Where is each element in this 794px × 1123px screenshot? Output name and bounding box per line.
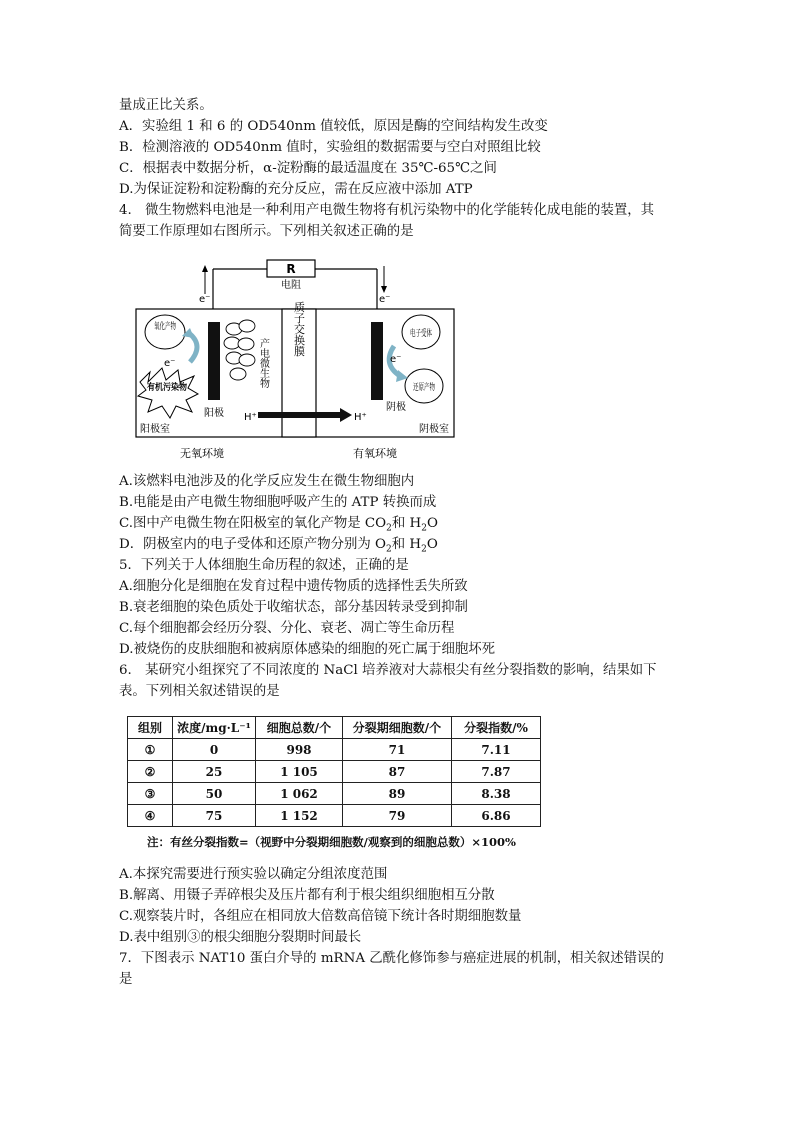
q6-stem-line-1: 6. 某研究小组探究了不同浓度的 NaCl 培养液对大蒜根尖有丝分裂指数的影响，结果如下 <box>119 663 657 678</box>
table-cell: 998 <box>256 739 343 761</box>
q5-option-b: B.衰老细胞的染色质处于收缩状态，部分基因转录受到抑制 <box>119 600 468 615</box>
q4-option-c: C.图中产电微生物在阳极室的氧化产物是 $CO_2$和 $H_2O$ <box>119 516 438 534</box>
q4-stem-line-1: 4. 微生物燃料电池是一种利用产电微生物将有机污染物中的化学能转化成电能的装置，其 <box>119 203 655 218</box>
electron-label-left: e⁻ <box>199 294 211 305</box>
table-note: 注：有丝分裂指数=（视野中分裂期细胞数/观察到的细胞总数）×100% <box>147 835 516 849</box>
nacl-results-table <box>127 716 541 827</box>
table-cell: 1 062 <box>256 783 343 805</box>
table-header: 分裂指数/% <box>452 717 541 739</box>
q7-stem-line-2: 是 <box>119 972 133 987</box>
reduction-product-label: 还原产物 <box>413 383 450 393</box>
table-cell: 50 <box>173 783 256 805</box>
table-header: 分裂期细胞数/个 <box>343 717 452 739</box>
q3-option-d: D.为保证淀粉和淀粉酶的充分反应，需在反应液中添加 ATP <box>119 182 473 197</box>
table-cell: 1 152 <box>256 805 343 827</box>
resistor-label: 电阻 <box>281 280 301 291</box>
cathode-electrode <box>371 322 383 400</box>
table-cell: 1 105 <box>256 761 343 783</box>
table-row <box>128 739 541 761</box>
q5-option-c: C.每个细胞都会经历分裂、分化、衰老、凋亡等生命历程 <box>119 621 455 636</box>
q3-option-b: B．检测溶液的 OD540nm 值时，实验组的数据需要与空白对照组比较 <box>119 140 541 155</box>
table-header: 浓度/mg·L⁻¹ <box>173 717 256 739</box>
q5-option-d: D.被烧伤的皮肤细胞和被病原体感染的细胞的死亡属于细胞坏死 <box>119 642 496 657</box>
microbe-label: 产电微生物 <box>257 338 269 388</box>
table-header: 细胞总数/个 <box>256 717 343 739</box>
table-header-row <box>128 717 541 739</box>
electron-in-cathode: e⁻ <box>390 354 402 365</box>
table-cell: 89 <box>343 783 452 805</box>
q4-option-a: A.该燃料电池涉及的化学反应发生在微生物细胞内 <box>119 474 415 489</box>
q6-stem-line-2: 表。下列相关叙述错误的是 <box>119 684 280 699</box>
table-cell: 0 <box>173 739 256 761</box>
table-row <box>128 761 541 783</box>
electron-in-anode: e⁻ <box>164 358 176 369</box>
q5-stem: 5．下列关于人体细胞生命历程的叙述，正确的是 <box>119 558 409 573</box>
cathode-chamber-label: 阴极室 <box>419 424 449 435</box>
electron-label-right: e⁻ <box>379 294 391 305</box>
table-cell: ① <box>128 739 173 761</box>
q6-option-b: B.解离、用镊子弄碎根尖及压片都有利于根尖组织细胞相互分散 <box>119 888 495 903</box>
table-cell: 7.87 <box>452 761 541 783</box>
cathode-label: 阴极 <box>386 402 406 413</box>
table-cell: 7.11 <box>452 739 541 761</box>
table-cell: 6.86 <box>452 805 541 827</box>
q3-option-a: A．实验组 1 和 6 的 OD540nm 值较低，原因是酶的空间结构发生改变 <box>119 119 548 134</box>
oxidation-product-label: 氧化产物 <box>154 322 191 332</box>
table-cell: ③ <box>128 783 173 805</box>
table-cell: ④ <box>128 805 173 827</box>
fuel-cell-diagram <box>132 254 462 470</box>
resistor-symbol: R <box>286 262 296 276</box>
anode-chamber-label: 阳极室 <box>140 424 170 435</box>
table-cell: ② <box>128 761 173 783</box>
anaerobic-label: 无氧环境 <box>180 447 224 460</box>
table-cell: 8.38 <box>452 783 541 805</box>
table-cell: 25 <box>173 761 256 783</box>
q4-option-b: B.电能是由产电微生物细胞呼吸产生的 ATP 转换而成 <box>119 495 437 510</box>
organic-pollutant-label: 有机污染物 <box>147 383 193 393</box>
text-line: 量成正比关系。 <box>119 98 213 113</box>
q5-option-a: A.细胞分化是细胞在发育过程中遗传物质的选择性丢失所致 <box>119 579 468 594</box>
proton-right: H⁺ <box>354 412 367 423</box>
q3-option-c: C．根据表中数据分析，α-淀粉酶的最适温度在 35℃-65℃之间 <box>119 161 497 176</box>
table-row <box>128 805 541 827</box>
q4-stem-line-2: 简要工作原理如右图所示。下列相关叙述正确的是 <box>119 224 414 239</box>
aerobic-label: 有氧环境 <box>353 447 397 460</box>
table-cell: 75 <box>173 805 256 827</box>
table-cell: 79 <box>343 805 452 827</box>
table-cell: 71 <box>343 739 452 761</box>
membrane-label: 质子交换膜 <box>292 301 306 357</box>
q4-option-d: D．阴极室内的电子受体和还原产物分别为 $O_2$和 $H_2O$ <box>119 537 438 555</box>
q7-stem-line-1: 7．下图表示 NAT10 蛋白介导的 mRNA 乙酰化修饰参与癌症进展的机制，相关叙述错误的 <box>119 951 664 966</box>
anode-label: 阳极 <box>204 408 224 419</box>
table-cell: 87 <box>343 761 452 783</box>
table-header: 组别 <box>128 717 173 739</box>
anode-electrode <box>208 322 220 400</box>
q6-option-a: A.本探究需要进行预实验以确定分组浓度范围 <box>119 867 388 882</box>
electron-acceptor-label: 电子受体 <box>410 329 447 339</box>
proton-left: H⁺ <box>244 412 257 423</box>
table-row <box>128 783 541 805</box>
q6-option-d: D.表中组别③的根尖细胞分裂期时间最长 <box>119 930 362 945</box>
q6-option-c: C.观察装片时，各组应在相同放大倍数高倍镜下统计各时期细胞数量 <box>119 909 522 924</box>
